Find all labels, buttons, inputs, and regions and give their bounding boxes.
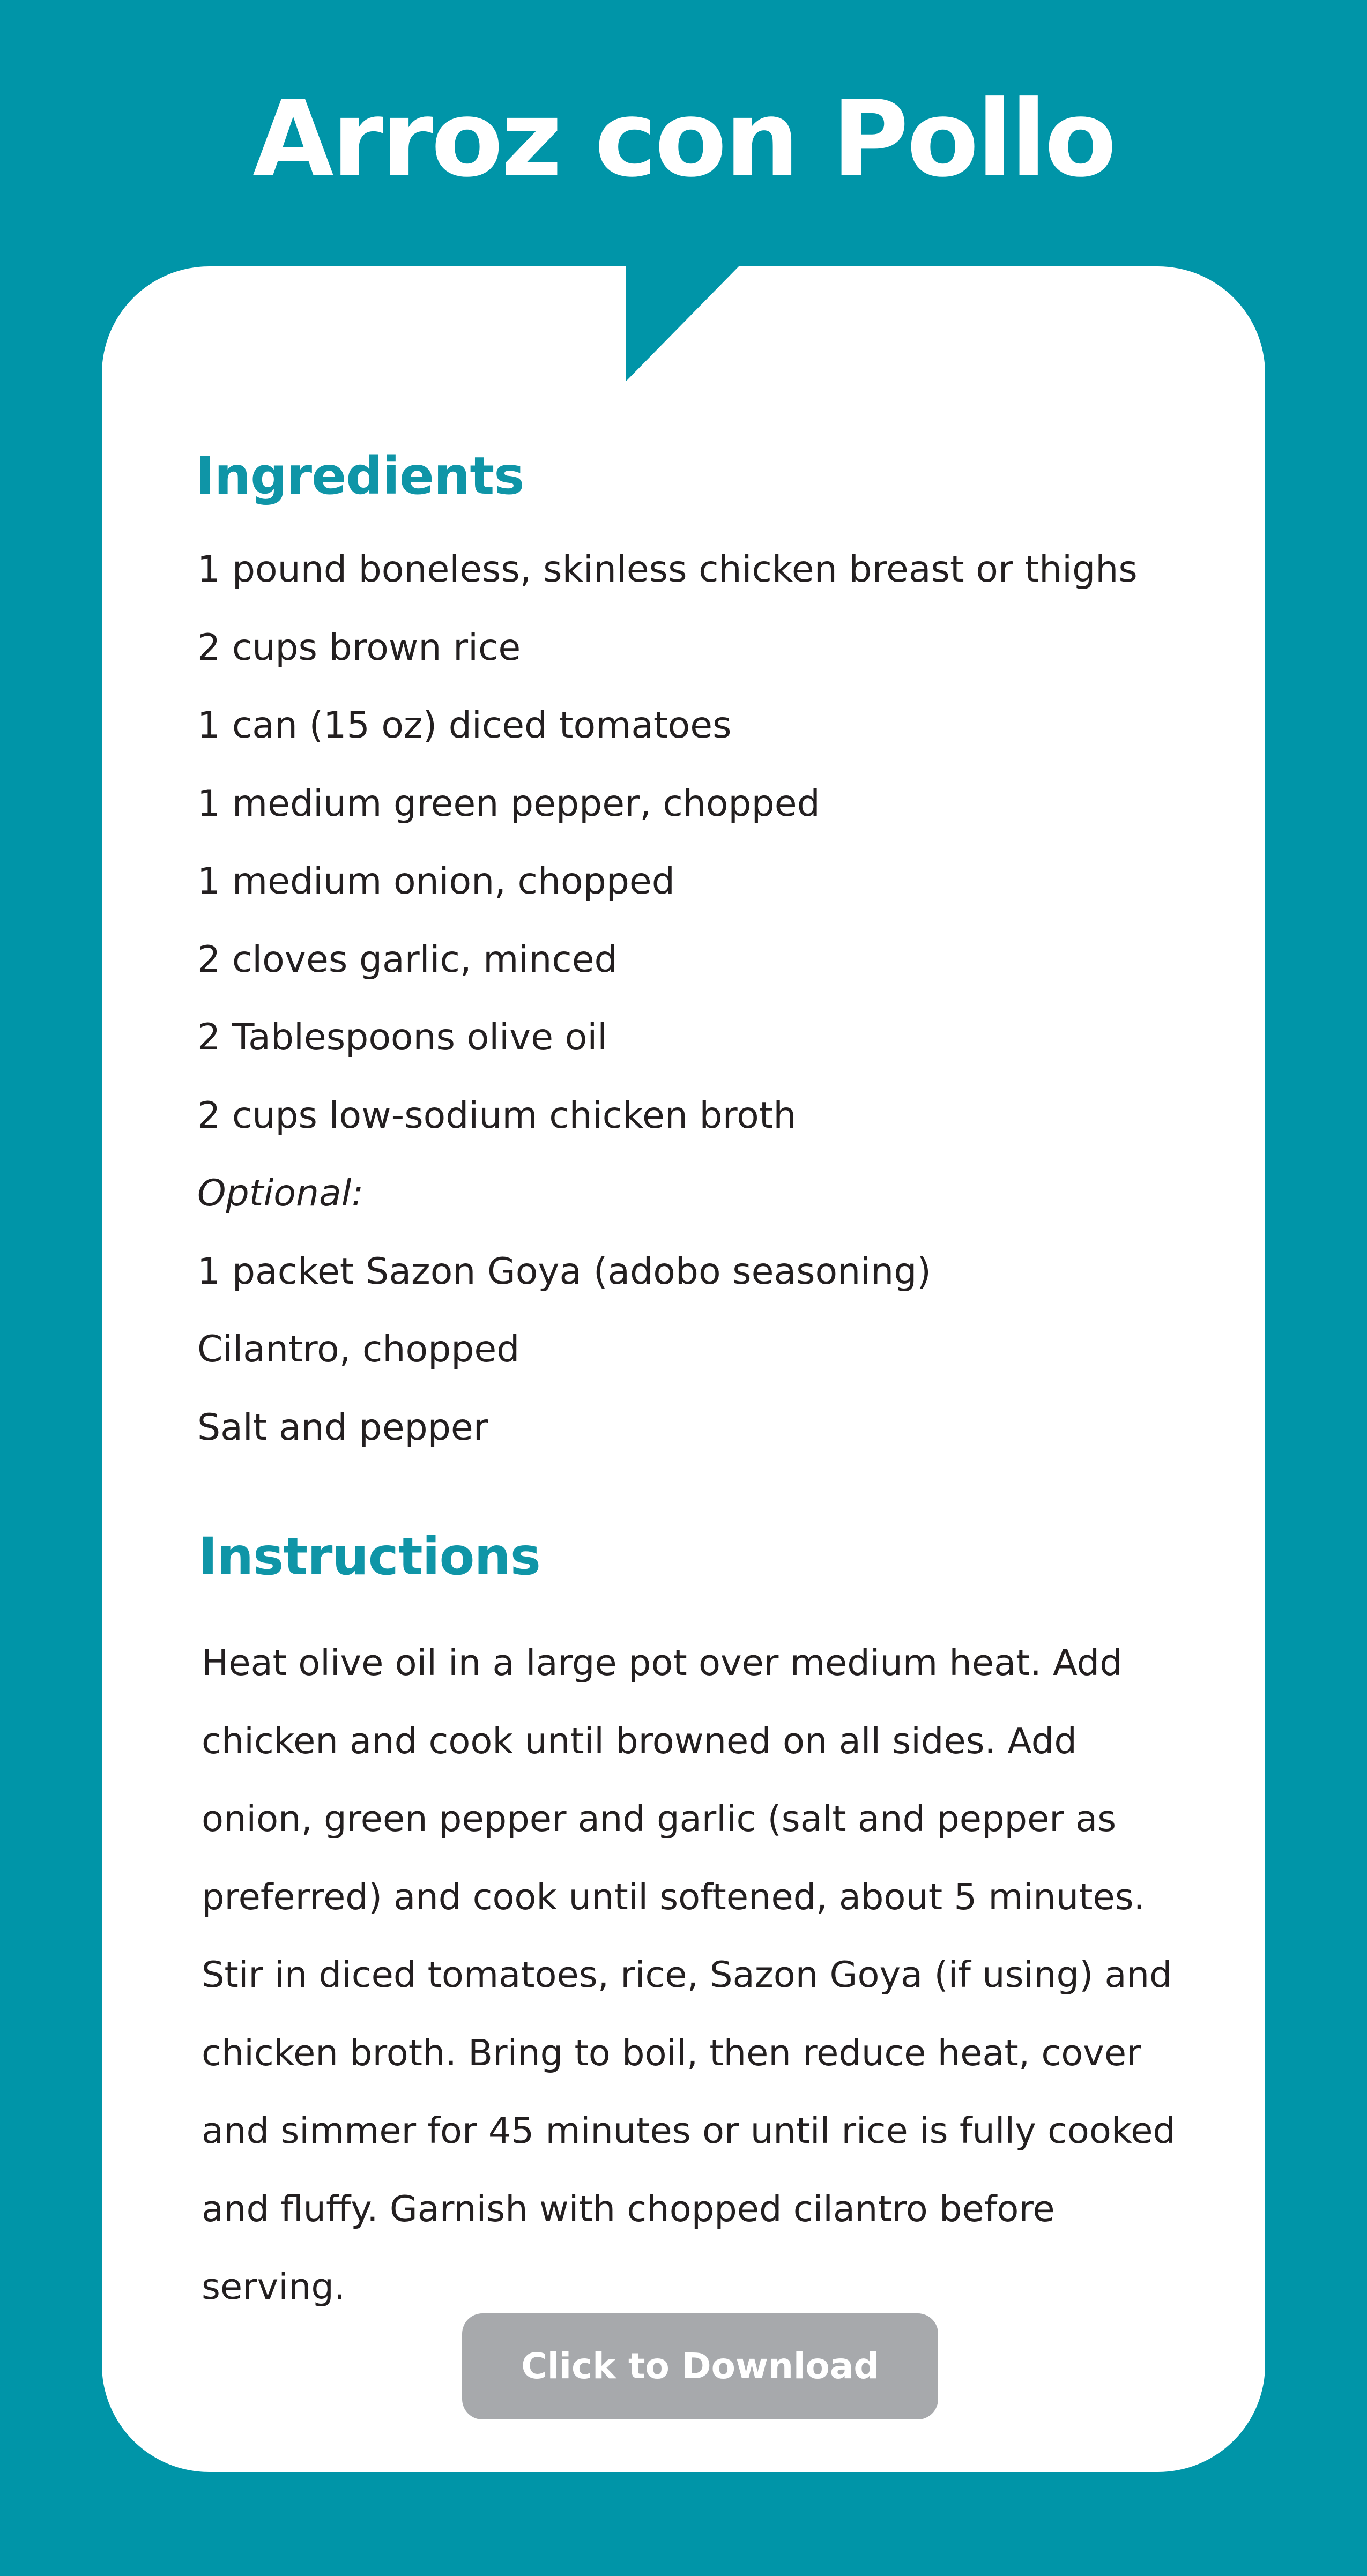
optional-ingredient-item: Cilantro, chopped xyxy=(197,1328,520,1371)
ingredient-list xyxy=(197,531,1138,1466)
instructions-heading: Instructions xyxy=(198,1527,540,1587)
ingredients-heading: Ingredients xyxy=(196,446,524,506)
ingredient-item: 2 cloves garlic, minced xyxy=(197,938,618,981)
optional-ingredient-item: Salt and pepper xyxy=(197,1406,488,1449)
ingredient-item: 1 medium onion, chopped xyxy=(197,860,675,903)
instructions-text: Heat olive oil in a large pot over medium heat. Add chicken and cook until browned on all sides. Add onion, green pepper and garlic (salt and pepper as preferred) and cook until softened, about 5 minutes. Stir in diced tomatoes, rice, Sazon Goya (if using) and chicken broth. Bring to boil, then reduce heat, cover and simmer for 45 minutes or until rice is fully cooked and fluffy. Garnish with chopped cilantro before serving. xyxy=(202,1642,1176,2307)
ingredient-item: 1 can (15 oz) diced tomatoes xyxy=(197,704,732,747)
ingredient-item: 2 cups low-sodium chicken broth xyxy=(197,1094,797,1137)
ingredient-item: 1 pound boneless, skinless chicken breast or thighs xyxy=(197,548,1138,591)
card-speech-notch xyxy=(626,264,741,382)
download-button[interactable]: Click to Download xyxy=(462,2313,938,2419)
page-title: Arroz con Pollo xyxy=(252,78,1115,200)
ingredient-item: 1 medium green pepper, chopped xyxy=(197,782,820,825)
optional-ingredient-item: 1 packet Sazon Goya (adobo seasoning) xyxy=(197,1250,931,1293)
ingredient-item: 2 Tablespoons olive oil xyxy=(197,1016,608,1059)
optional-label: Optional: xyxy=(197,1172,364,1215)
ingredient-item: 2 cups brown rice xyxy=(197,626,521,669)
